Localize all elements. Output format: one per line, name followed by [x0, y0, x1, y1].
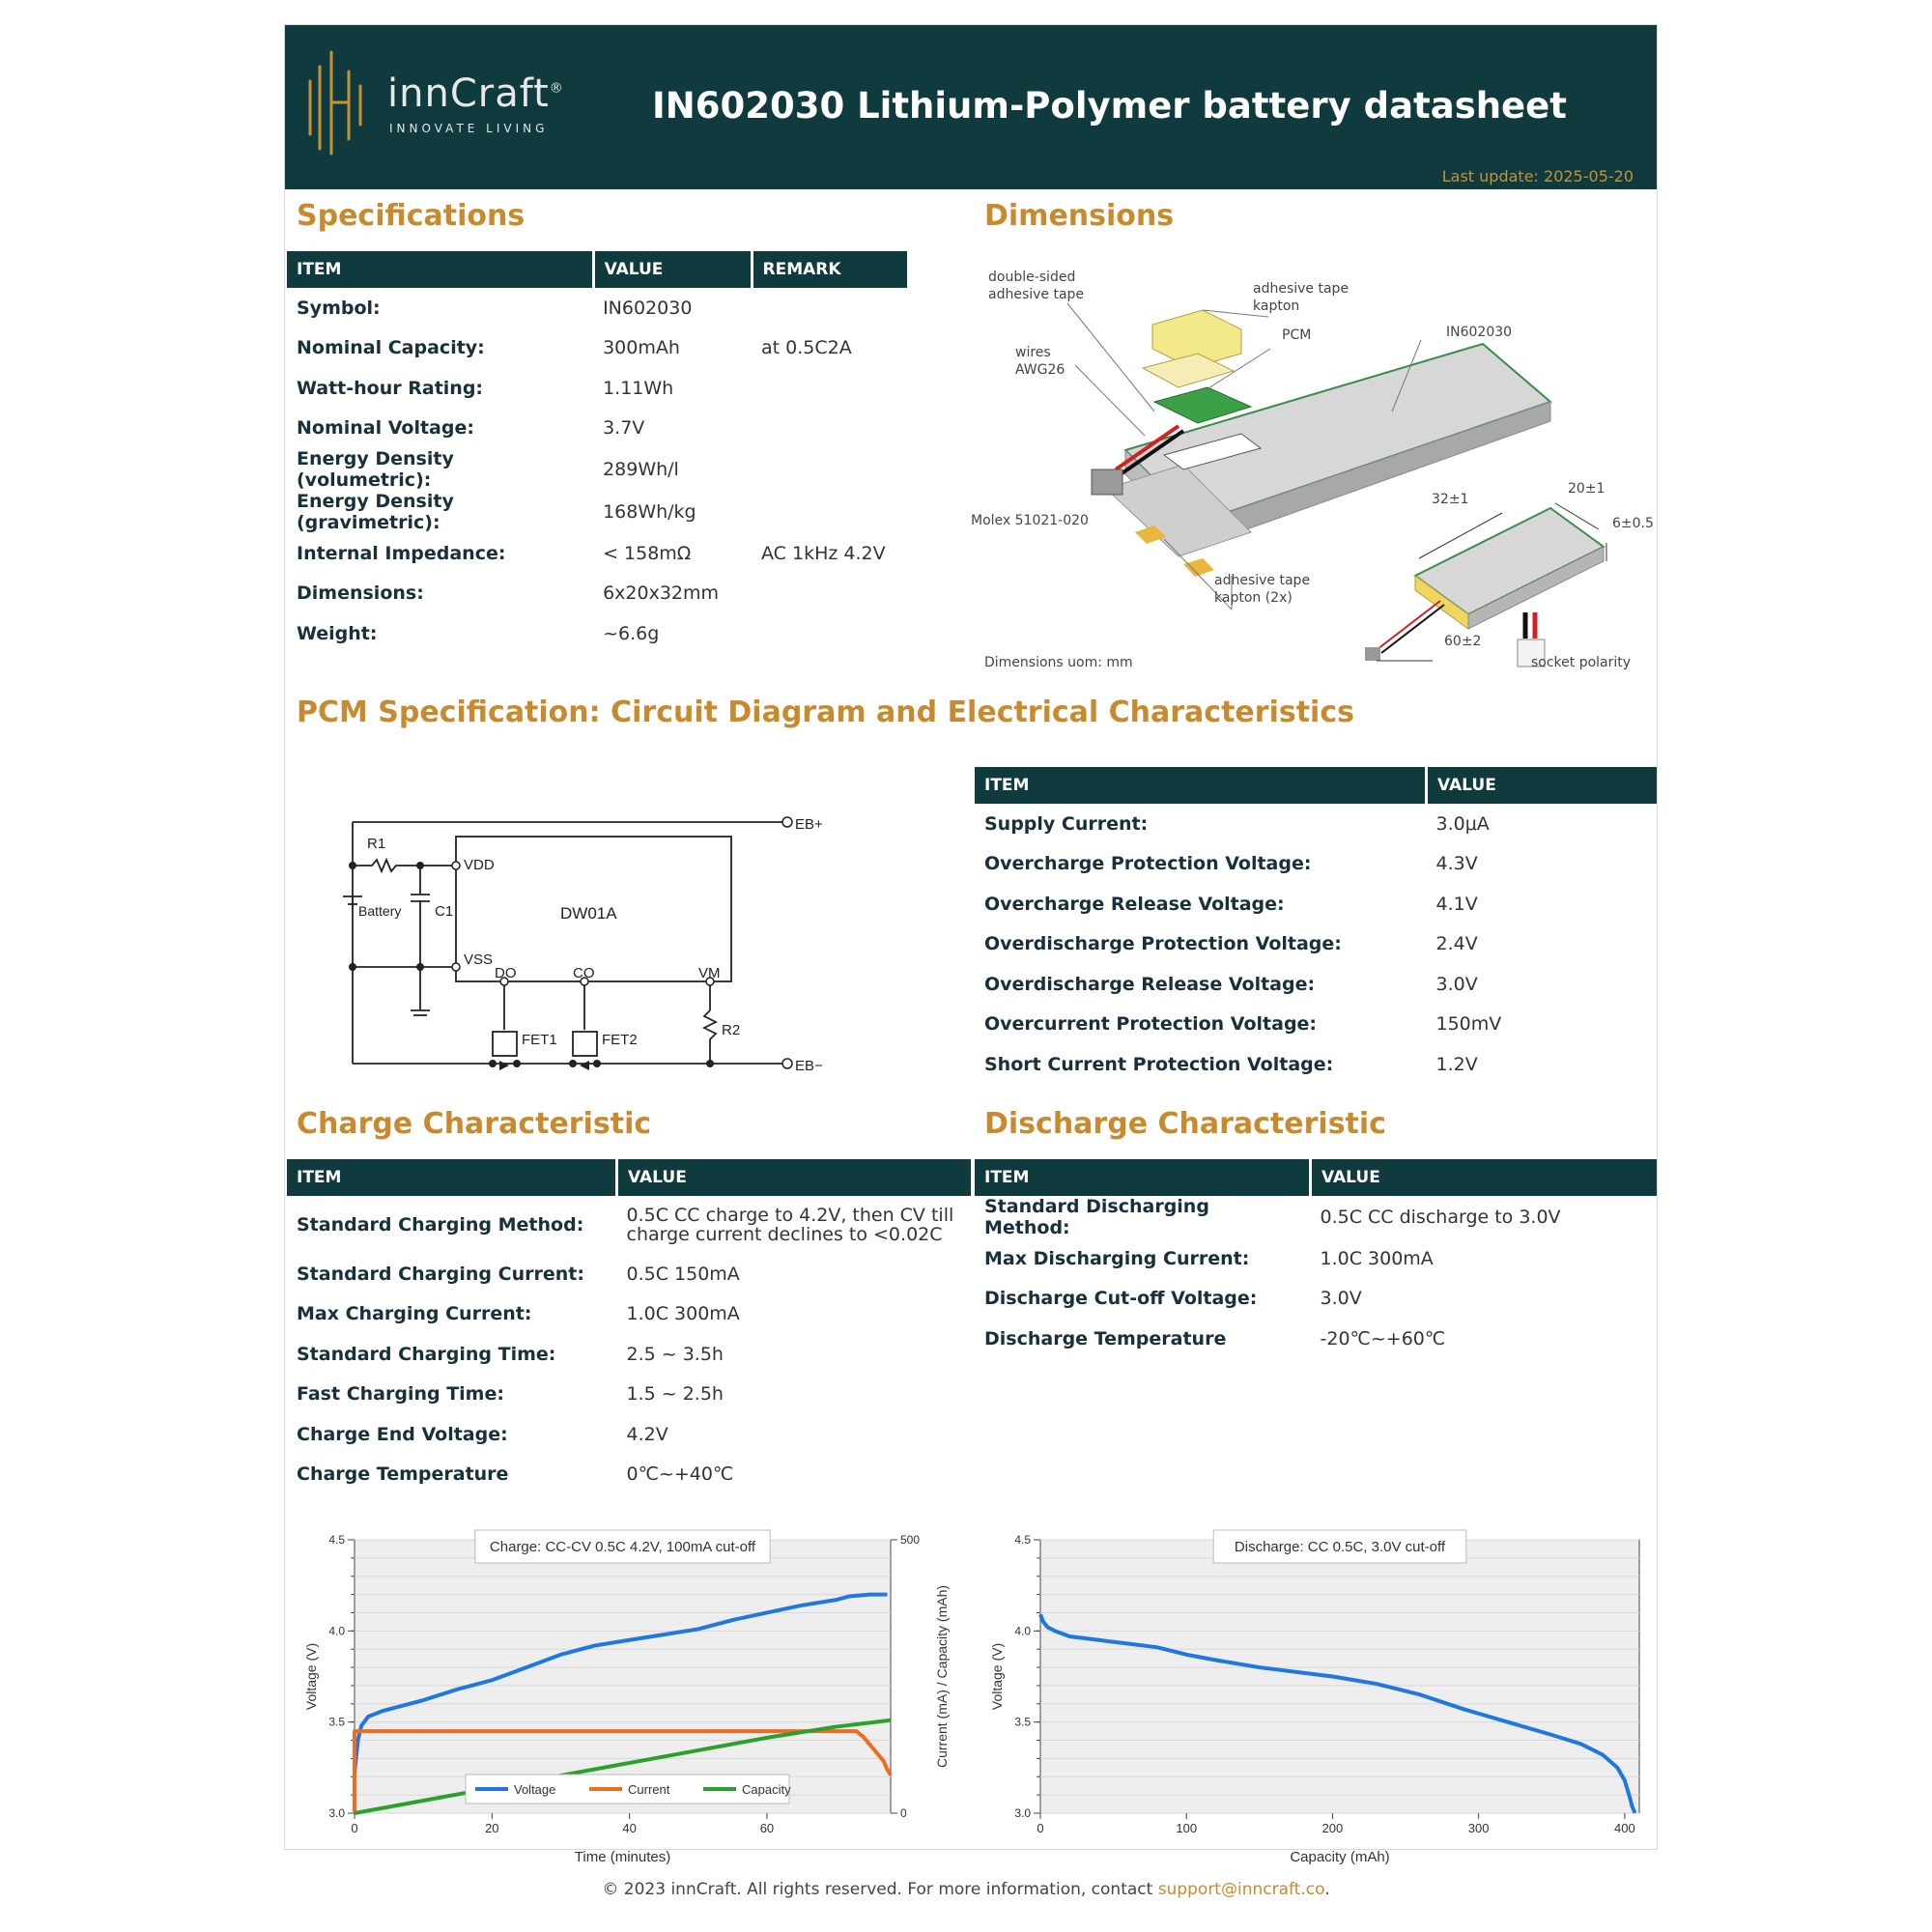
col-header: REMARK: [752, 251, 907, 288]
table-row: [287, 1334, 971, 1375]
table-row: [975, 804, 1657, 844]
dim-length: 32±1: [1432, 492, 1469, 507]
page-title: IN602030 Lithium-Polymer battery datasheet: [652, 85, 1567, 127]
small-molex: [1365, 647, 1380, 661]
support-email-link[interactable]: support@inncraft.co: [1157, 1880, 1325, 1899]
cell-value: 4.2V: [626, 1423, 668, 1445]
cell-value: 0.5C CC discharge to 3.0V: [1320, 1207, 1561, 1228]
table-row: [287, 1294, 971, 1335]
charge-title: Charge Characteristic: [297, 1107, 652, 1141]
y-tick-label: 4.0: [328, 1624, 345, 1638]
last-update: Last update: 2025-05-20: [1441, 167, 1634, 185]
label-double-sided: double-sided adhesive tape: [988, 270, 1085, 302]
circuit-battery: Battery: [358, 903, 402, 919]
x-tick-label: 0: [1037, 1821, 1044, 1835]
table-row: [287, 368, 907, 409]
label-wires: wires AWG26: [1015, 345, 1065, 378]
cell-item: Standard Discharging Method:: [984, 1196, 1209, 1238]
cell-item: Energy Density (gravimetric):: [297, 491, 454, 533]
logo-icon: [300, 43, 378, 158]
circuit-vdd: VDD: [464, 857, 495, 873]
logo-name: innCraft®: [387, 71, 564, 116]
dim-thickness: 6±0.5: [1612, 516, 1654, 531]
label-molex: Molex 51021-020: [971, 513, 1089, 528]
cell-item: Discharge Temperature: [984, 1327, 1227, 1350]
cell-item: Charge End Voltage:: [297, 1423, 508, 1445]
cell-item: Fast Charging Time:: [297, 1383, 504, 1406]
circuit-r2: R2: [722, 1022, 741, 1038]
circuit-chip: DW01A: [560, 904, 617, 923]
discharge-title: Discharge Characteristic: [984, 1107, 1386, 1141]
cell-item: Charge Temperature: [297, 1463, 509, 1486]
table-row: [975, 1319, 1657, 1359]
y-tick-label: 4.5: [1014, 1533, 1031, 1547]
cell-value: [617, 1196, 972, 1254]
cell-item: Nominal Voltage:: [297, 417, 474, 440]
y2-tick-label: 500: [900, 1533, 921, 1547]
cell-item: Internal Impedance:: [297, 542, 506, 564]
cell-item: Standard Charging Time:: [297, 1343, 556, 1365]
col-header: VALUE: [593, 251, 752, 288]
cell-item: Watt-hour Rating:: [297, 377, 484, 399]
plot-area: [355, 1540, 891, 1813]
table-row: [975, 1279, 1657, 1320]
cell-value: 0℃~+40℃: [626, 1463, 734, 1486]
table-row: [975, 1196, 1657, 1238]
cell-value: 2.5 ~ 3.5h: [626, 1343, 724, 1365]
charge-table: [287, 1159, 971, 1494]
cell-value: 168Wh/kg: [603, 501, 696, 523]
circuit-c1: C1: [435, 903, 454, 920]
x-axis-label: Capacity (mAh): [1290, 1849, 1390, 1865]
cell-value: 289Wh/l: [603, 459, 679, 480]
col-header: ITEM: [287, 1159, 617, 1196]
x-tick-label: 40: [622, 1821, 637, 1835]
x-tick-label: 300: [1467, 1821, 1490, 1835]
table-row: [287, 491, 907, 533]
label-model: IN602030: [1446, 325, 1513, 340]
cell-value-line: 0.5C CC charge to 4.2V, then CV till: [626, 1205, 954, 1226]
cell-remark: [752, 574, 907, 614]
cell-item: Supply Current:: [984, 812, 1149, 835]
cell-item: Overcharge Protection Voltage:: [984, 853, 1312, 875]
cell-value: 6x20x32mm: [603, 582, 720, 605]
table-row: [287, 288, 907, 328]
table-row: [975, 1238, 1657, 1279]
cell-value: 0.5C 150mA: [626, 1263, 740, 1285]
y-axis-label: Voltage (V): [989, 1642, 1005, 1711]
x-tick-label: 200: [1321, 1821, 1344, 1835]
cell-item: Overdischarge Release Voltage:: [984, 973, 1316, 995]
footer-end: .: [1324, 1880, 1330, 1899]
cell-item: Energy Density (volumetric):: [297, 448, 454, 491]
cell-value: -20℃~+60℃: [1320, 1327, 1446, 1350]
circuit-co: CO: [573, 965, 595, 981]
cell-item: Short Current Protection Voltage:: [984, 1053, 1334, 1075]
table-row: [975, 924, 1657, 965]
cell-value: 1.5 ~ 2.5h: [626, 1383, 724, 1406]
label-kapton-2x: adhesive tape kapton (2x): [1214, 573, 1311, 606]
cell-value: ~6.6g: [603, 622, 660, 644]
datasheet-page: [284, 24, 1658, 1865]
circuit-r1: R1: [367, 836, 386, 852]
cell-item: Overcurrent Protection Voltage:: [984, 1013, 1318, 1036]
y-tick-label: 3.5: [328, 1715, 345, 1729]
circuit-vss: VSS: [464, 952, 494, 968]
x-tick-label: 60: [759, 1821, 775, 1835]
dim-wire-length: 60±2: [1444, 634, 1482, 649]
cell-item: Dimensions:: [297, 582, 424, 605]
table-row: [287, 328, 907, 369]
specifications-title: Specifications: [297, 199, 526, 233]
cell-item: Standard Charging Current:: [297, 1263, 584, 1285]
circuit-fet1: FET1: [522, 1032, 557, 1048]
pcm-table: [975, 767, 1657, 1085]
legend-label: Capacity: [742, 1782, 791, 1797]
table-row: [287, 1414, 971, 1455]
label-socket-polarity: socket polarity: [1531, 655, 1632, 670]
x-axis-label: Time (minutes): [574, 1849, 671, 1865]
col-header: ITEM: [975, 1159, 1311, 1196]
pcm-title: PCM Specification: Circuit Diagram and Electrical Characteristics: [297, 696, 1354, 729]
table-row: [975, 964, 1657, 1005]
table-row: [287, 1254, 971, 1294]
cell-item: Discharge Cut-off Voltage:: [984, 1288, 1258, 1310]
cell-value: 3.0μA: [1435, 812, 1490, 835]
label-pcm: PCM: [1282, 327, 1312, 343]
table-row: [975, 1044, 1657, 1085]
cell-value: 150mV: [1435, 1013, 1502, 1036]
cell-value: 1.0C 300mA: [626, 1303, 740, 1325]
cell-value: 2.4V: [1435, 933, 1478, 955]
x-tick-label: 0: [351, 1821, 358, 1835]
table-row: [287, 533, 907, 574]
cell-remark: [752, 409, 907, 449]
y-axis-label: Voltage (V): [303, 1642, 319, 1711]
cell-value: 1.0C 300mA: [1320, 1247, 1434, 1269]
footer-text: © 2023 innCraft. All rights reserved. For more information, contact: [602, 1880, 1158, 1899]
table-row: [287, 613, 907, 654]
cell-value: 1.2V: [1435, 1053, 1478, 1075]
y2-tick-label: 0: [900, 1806, 907, 1820]
cell-value: 3.0V: [1435, 973, 1478, 995]
table-row: [975, 884, 1657, 924]
exploded-battery-diagram: [961, 257, 1657, 701]
chart-title: Charge: CC-CV 0.5C 4.2V, 100mA cut-off: [489, 1539, 756, 1555]
circuit-vm: VM: [698, 965, 721, 981]
cell-remark: [752, 368, 907, 409]
y-tick-label: 4.5: [328, 1533, 345, 1547]
x-tick-label: 100: [1176, 1821, 1198, 1835]
y-tick-label: 3.5: [1014, 1715, 1031, 1729]
cell-value: < 158mΩ: [603, 542, 692, 564]
cell-item: Max Discharging Current:: [984, 1247, 1250, 1269]
cell-item: Symbol:: [297, 297, 381, 319]
dim-width: 20±1: [1568, 481, 1605, 497]
col-header: ITEM: [975, 767, 1427, 804]
cell-value: IN602030: [603, 297, 693, 319]
legend-label: Voltage: [514, 1782, 556, 1797]
y-tick-label: 3.0: [328, 1806, 345, 1820]
header-banner: [285, 25, 1657, 189]
chart-title: Discharge: CC 0.5C, 3.0V cut-off: [1234, 1539, 1446, 1555]
discharge-chart: [975, 1503, 1657, 1865]
logo-tagline: INNOVATE LIVING: [389, 122, 549, 135]
col-header: VALUE: [1311, 1159, 1658, 1196]
cell-value: 4.3V: [1435, 853, 1478, 875]
cell-remark: [752, 288, 907, 328]
circuit-ebp: EB+: [795, 816, 823, 833]
cell-item: Overcharge Release Voltage:: [984, 893, 1285, 915]
cell-item: Overdischarge Protection Voltage:: [984, 933, 1342, 955]
table-row: [975, 1005, 1657, 1045]
discharge-table: [975, 1159, 1657, 1359]
cell-value: 1.11Wh: [603, 377, 674, 399]
cell-item: Weight:: [297, 622, 378, 644]
pcm-circuit-diagram: [324, 779, 826, 1088]
x-tick-label: 400: [1614, 1821, 1635, 1835]
cell-remark: AC 1kHz 4.2V: [761, 542, 886, 564]
cell-remark: [752, 491, 907, 533]
cell-remark: [752, 613, 907, 654]
molex-connector: [1092, 469, 1122, 495]
col-header: VALUE: [617, 1159, 972, 1196]
specifications-table: [287, 251, 907, 654]
cell-remark: [752, 448, 907, 491]
footer: [0, 1880, 1932, 1899]
kapton-small-2: [1183, 558, 1214, 577]
x-tick-label: 20: [485, 1821, 499, 1835]
charge-chart: [285, 1503, 971, 1865]
table-row: [287, 574, 907, 614]
table-row: [287, 448, 907, 491]
cell-value-line: charge current declines to <0.02C: [626, 1224, 943, 1245]
circuit-do: DO: [495, 965, 517, 981]
cell-value: 300mAh: [603, 337, 680, 359]
cell-item: Nominal Capacity:: [297, 337, 485, 359]
circuit-ebm: EB−: [795, 1058, 823, 1074]
table-row: [287, 1375, 971, 1415]
table-row: [975, 844, 1657, 885]
label-uom: Dimensions uom: mm: [984, 655, 1133, 670]
cell-remark: at 0.5C2A: [761, 337, 852, 359]
label-kapton-top: adhesive tape kapton: [1253, 281, 1350, 314]
col-header: VALUE: [1427, 767, 1658, 804]
y-tick-label: 3.0: [1014, 1806, 1031, 1820]
cell-value: 3.7V: [603, 417, 645, 440]
table-row: [287, 409, 907, 449]
table-row: [287, 1455, 971, 1495]
y-tick-label: 4.0: [1014, 1624, 1031, 1638]
cell-value: 3.0V: [1320, 1288, 1362, 1310]
cell-item: Max Charging Current:: [297, 1303, 532, 1325]
circuit-fet2: FET2: [602, 1032, 638, 1048]
legend-label: Current: [628, 1782, 670, 1797]
y2-axis-label: Current (mA) / Capacity (mAh): [934, 1584, 950, 1769]
dimensions-title: Dimensions: [984, 199, 1175, 233]
table-row: [287, 1196, 971, 1254]
cell-item: Standard Charging Method:: [297, 1214, 584, 1236]
col-header: ITEM: [287, 251, 593, 288]
cell-value: 4.1V: [1435, 893, 1478, 915]
